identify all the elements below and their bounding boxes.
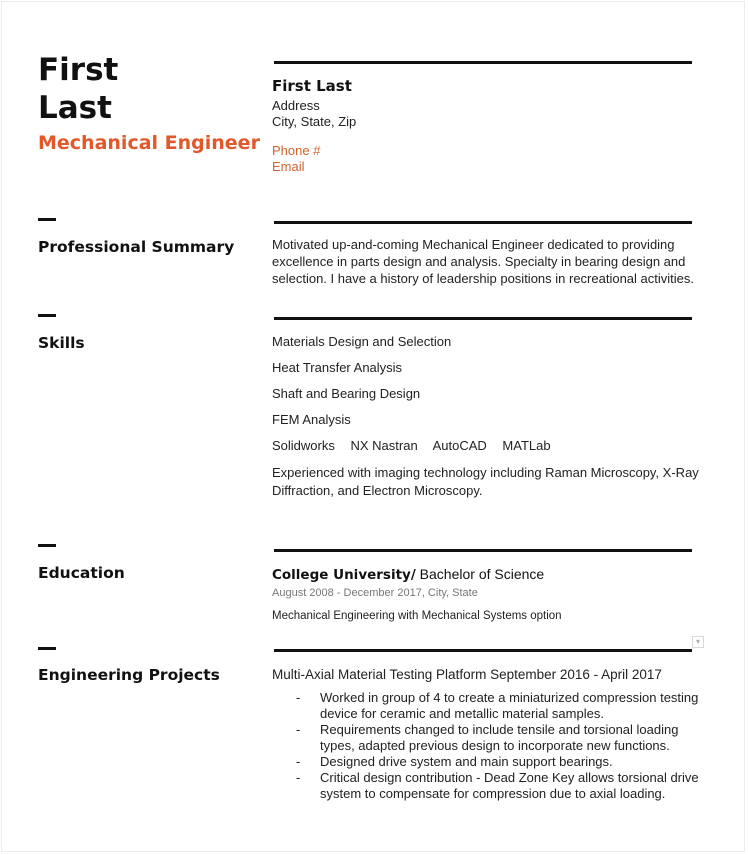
- list-item: [296, 722, 716, 754]
- projects-rule: [274, 649, 692, 652]
- bullet-text: Requirements changed to include tensile and torsional loading types, adapted previous design to incorporate new functions.: [320, 722, 679, 753]
- summary-heading: Professional Summary: [38, 238, 235, 256]
- contact-name: First Last: [272, 77, 352, 95]
- education-heading: Education: [38, 564, 125, 582]
- education-dash: [38, 544, 56, 547]
- skill-tool: MATLab: [502, 438, 551, 453]
- skill-tools: [272, 438, 563, 453]
- skills-rule: [274, 317, 692, 320]
- education-dates: August 2008 - December 2017, City, State: [272, 587, 478, 599]
- contact-email: Email: [272, 159, 305, 174]
- bullet-marker: -: [296, 722, 301, 737]
- bullet-text: Designed drive system and main support bearings.: [320, 754, 613, 769]
- summary-text: Motivated up-and-coming Mechanical Engineer dedicated to providing excellence in parts design and analysis. Specialty in bearing design and selection. I have a history of leadership positions in recreational activities.: [272, 237, 694, 286]
- summary-rule: [274, 221, 692, 224]
- job-title: Mechanical Engineer: [38, 132, 260, 154]
- contact-city-state-zip: City, State, Zip: [272, 114, 357, 129]
- projects-heading: Engineering Projects: [38, 666, 220, 684]
- project-bullets: [296, 690, 716, 802]
- bullet-text: Worked in group of 4 to create a miniaturized compression testing device for ceramic and metallic material samples.: [320, 690, 699, 721]
- bullet-text: Critical design contribution - Dead Zone Key allows torsional drive system to compensate for compression due to axial loading.: [320, 770, 699, 801]
- last-name: Last: [38, 90, 112, 126]
- skills-heading: Skills: [38, 334, 85, 352]
- list-item: [296, 754, 716, 770]
- skill-tool: NX Nastran: [350, 438, 418, 453]
- contact-address: Address: [272, 98, 320, 113]
- skill-item: Materials Design and Selection: [272, 334, 452, 349]
- dropdown-arrow-icon[interactable]: ▾: [692, 636, 704, 648]
- list-item: [296, 690, 716, 722]
- education-school: College University/: [272, 567, 416, 583]
- skill-item: Heat Transfer Analysis: [272, 360, 403, 375]
- skill-tool: AutoCAD: [432, 438, 487, 453]
- contact-rule: [274, 61, 692, 64]
- skill-experience: Experienced with imaging technology including Raman Microscopy, X-Ray Diffraction, and Electron Microscopy.: [272, 465, 699, 498]
- skills-dash: [38, 314, 56, 317]
- skill-item: Shaft and Bearing Design: [272, 386, 421, 401]
- skill-tool: Solidworks: [272, 438, 335, 453]
- summary-dash: [38, 218, 56, 221]
- skill-item: FEM Analysis: [272, 412, 351, 427]
- projects-dash: [38, 647, 56, 650]
- project-title: Multi-Axial Material Testing Platform September 2016 - April 2017: [272, 667, 662, 682]
- first-name: First: [38, 52, 119, 88]
- education-rule: [274, 549, 692, 552]
- bullet-marker: -: [296, 770, 301, 785]
- contact-phone: Phone #: [272, 143, 321, 158]
- education-detail: Mechanical Engineering with Mechanical Systems option: [272, 610, 562, 622]
- bullet-marker: -: [296, 754, 301, 769]
- education-school-line: [272, 566, 544, 583]
- list-item: [296, 770, 716, 802]
- bullet-marker: -: [296, 690, 301, 705]
- education-degree: Bachelor of Science: [415, 566, 545, 582]
